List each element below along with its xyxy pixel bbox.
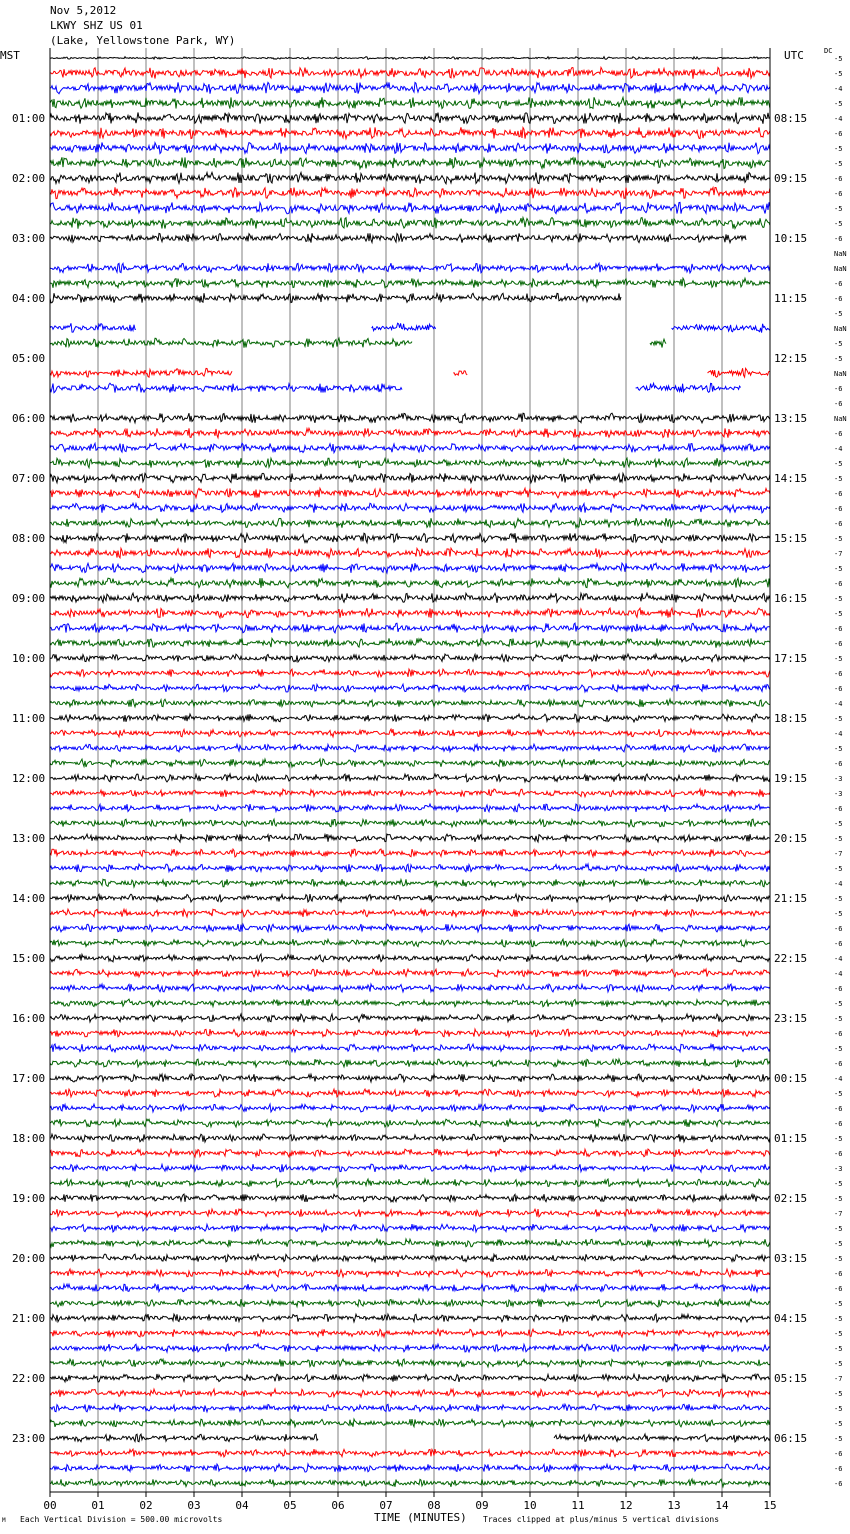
chart-date: Nov 5,2012	[50, 4, 117, 17]
trace-line-86-seg-0	[50, 1344, 770, 1352]
trace-line-90-seg-0	[50, 1404, 770, 1412]
trace-line-91-seg-0	[50, 1419, 770, 1427]
trace-line-5-seg-0	[50, 127, 770, 138]
trace-line-46-seg-0	[50, 744, 770, 752]
left-hour-label: 17:00	[12, 1072, 46, 1085]
axis-labels	[12, 55, 847, 1512]
trace-value-label: -5	[834, 1090, 843, 1098]
trace-value-label: -5	[834, 1315, 843, 1323]
trace-value-label: -5	[834, 310, 843, 318]
trace-value-label: -5	[834, 70, 843, 78]
trace-line-41-seg-0	[50, 669, 770, 677]
left-hour-label: 03:00	[12, 232, 46, 245]
trace-line-75-seg-0	[50, 1179, 770, 1187]
trace-line-48-seg-0	[50, 774, 770, 782]
left-hour-label: 11:00	[12, 712, 46, 725]
trace-value-label: -6	[834, 940, 843, 948]
left-hour-label: 16:00	[12, 1012, 46, 1025]
trace-line-89-seg-0	[50, 1389, 770, 1397]
x-tick-label-09: 09	[475, 1499, 489, 1512]
trace-value-label: -5	[834, 715, 843, 723]
trace-value-label: -4	[834, 1075, 843, 1083]
right-hour-label: 16:15	[774, 592, 808, 605]
right-hour-label: 22:15	[774, 952, 808, 965]
trace-line-12-seg-0	[50, 233, 746, 242]
trace-value-label: -5	[834, 565, 843, 573]
trace-line-18-seg-1	[372, 323, 436, 331]
trace-line-56-seg-0	[50, 894, 770, 902]
x-tick-label-00: 00	[43, 1499, 57, 1512]
trace-value-label: -5	[834, 1435, 843, 1443]
trace-line-81-seg-0	[50, 1269, 770, 1277]
trace-line-77-seg-0	[50, 1209, 770, 1217]
trace-line-22-seg-0	[50, 383, 402, 393]
trace-value-label: -5	[834, 1420, 843, 1428]
trace-line-61-seg-0	[50, 969, 770, 977]
trace-value-label: -5	[834, 1015, 843, 1023]
trace-line-87-seg-0	[50, 1359, 770, 1367]
trace-line-27-seg-0	[50, 458, 770, 468]
trace-value-label: -6	[834, 685, 843, 693]
trace-line-18-seg-0	[50, 323, 136, 332]
trace-value-label: -5	[834, 655, 843, 663]
trace-line-11-seg-0	[50, 218, 770, 229]
trace-line-73-seg-0	[50, 1149, 770, 1157]
trace-value-label: -4	[834, 880, 843, 888]
trace-value-label: -7	[834, 1210, 843, 1218]
trace-line-78-seg-0	[50, 1224, 770, 1232]
trace-line-69-seg-0	[50, 1089, 770, 1097]
trace-value-label: -5	[834, 1360, 843, 1368]
right-hour-label: 05:15	[774, 1372, 808, 1385]
trace-value-label: -6	[834, 985, 843, 993]
trace-value-label: NaN	[834, 325, 847, 333]
trace-value-label: -6	[834, 760, 843, 768]
trace-value-label: -6	[834, 625, 843, 633]
left-hour-label: 08:00	[12, 532, 46, 545]
trace-value-label: -5	[834, 1300, 843, 1308]
left-hour-label: 18:00	[12, 1132, 46, 1145]
trace-line-72-seg-0	[50, 1134, 770, 1142]
corner-mark: M	[2, 1517, 6, 1524]
station-location: (Lake, Yellowstone Park, WY)	[50, 34, 236, 47]
trace-line-44-seg-0	[50, 714, 770, 722]
right-axis-title: UTC	[784, 49, 804, 62]
trace-value-label: -5	[834, 1330, 843, 1338]
trace-line-19-seg-1	[650, 339, 666, 347]
trace-line-16-seg-0	[50, 293, 621, 303]
trace-line-25-seg-0	[50, 428, 770, 437]
trace-line-39-seg-0	[50, 638, 770, 647]
trace-value-label: -4	[834, 700, 843, 708]
trace-value-label: -5	[834, 1135, 843, 1143]
x-tick-label-03: 03	[187, 1499, 201, 1512]
trace-value-label: -5	[834, 205, 843, 213]
right-hour-label: 01:15	[774, 1132, 808, 1145]
left-hour-label: 06:00	[12, 412, 46, 425]
trace-value-label: -5	[834, 865, 843, 873]
trace-line-3-seg-0	[50, 97, 770, 108]
trace-value-label: -6	[834, 805, 843, 813]
x-tick-label-04: 04	[235, 1499, 249, 1512]
trace-value-label: -5	[834, 145, 843, 153]
trace-line-88-seg-0	[50, 1374, 770, 1382]
right-hour-label: 02:15	[774, 1192, 808, 1205]
trace-value-label: -6	[834, 175, 843, 183]
trace-line-71-seg-0	[50, 1119, 770, 1127]
trace-line-92-seg-1	[554, 1434, 770, 1442]
right-hour-label: 10:15	[774, 232, 808, 245]
x-tick-label-15: 15	[763, 1499, 777, 1512]
trace-line-49-seg-0	[50, 789, 770, 797]
left-hour-label: 07:00	[12, 472, 46, 485]
trace-value-label: -5	[834, 1240, 843, 1248]
trace-value-label: -6	[834, 190, 843, 198]
trace-line-21-seg-2	[708, 368, 770, 377]
trace-value-label: -5	[834, 1390, 843, 1398]
trace-line-40-seg-0	[50, 654, 770, 662]
right-hour-label: 12:15	[774, 352, 808, 365]
trace-line-92-seg-0	[50, 1434, 318, 1442]
trace-value-label: -6	[834, 1120, 843, 1128]
trace-line-22-seg-1	[636, 383, 741, 392]
right-hour-label: 13:15	[774, 412, 808, 425]
trace-line-33-seg-0	[50, 548, 770, 558]
left-hour-label: 10:00	[12, 652, 46, 665]
x-axis-title: TIME (MINUTES)	[374, 1511, 467, 1524]
trace-line-65-seg-0	[50, 1029, 770, 1037]
trace-value-label: -6	[834, 235, 843, 243]
right-hour-label: 20:15	[774, 832, 808, 845]
trace-line-76-seg-0	[50, 1194, 770, 1202]
x-tick-label-12: 12	[619, 1499, 633, 1512]
trace-value-label: -6	[834, 640, 843, 648]
trace-value-label: -5	[834, 1180, 843, 1188]
trace-value-label: -6	[834, 400, 843, 408]
trace-line-79-seg-0	[50, 1239, 770, 1247]
left-hour-label: 14:00	[12, 892, 46, 905]
right-hour-label: 04:15	[774, 1312, 808, 1325]
minute-gridlines	[50, 48, 770, 1492]
trace-value-label: -4	[834, 445, 843, 453]
trace-value-label: -6	[834, 1480, 843, 1488]
trace-value-label: NaN	[834, 250, 847, 258]
x-tick-label-06: 06	[331, 1499, 345, 1512]
trace-line-70-seg-0	[50, 1104, 770, 1112]
trace-value-label: -4	[834, 955, 843, 963]
left-hour-label: 12:00	[12, 772, 46, 785]
trace-line-68-seg-0	[50, 1074, 770, 1082]
trace-line-94-seg-0	[50, 1464, 770, 1472]
trace-line-47-seg-0	[50, 759, 770, 767]
trace-line-57-seg-0	[50, 909, 770, 917]
left-hour-label: 01:00	[12, 112, 46, 125]
trace-line-30-seg-0	[50, 503, 770, 513]
trace-value-label: -7	[834, 550, 843, 558]
trace-value-label: -5	[834, 340, 843, 348]
trace-line-66-seg-0	[50, 1044, 770, 1052]
trace-line-53-seg-0	[50, 849, 770, 857]
left-hour-label: 20:00	[12, 1252, 46, 1265]
station-code: LKWY SHZ US 01	[50, 19, 143, 32]
dc-label: DC	[824, 47, 833, 55]
trace-value-label: NaN	[834, 370, 847, 378]
seismic-traces	[50, 57, 770, 1487]
left-hour-label: 09:00	[12, 592, 46, 605]
trace-value-label: NaN	[834, 415, 847, 423]
trace-value-label: -7	[834, 1375, 843, 1383]
trace-value-label: -5	[834, 610, 843, 618]
trace-line-54-seg-0	[50, 864, 770, 872]
right-hour-label: 00:15	[774, 1072, 808, 1085]
trace-value-label: -6	[834, 1465, 843, 1473]
trace-value-label: -5	[834, 745, 843, 753]
trace-value-label: -6	[834, 130, 843, 138]
trace-line-15-seg-0	[50, 278, 770, 288]
trace-value-label: -6	[834, 1270, 843, 1278]
right-hour-label: 19:15	[774, 772, 808, 785]
trace-line-43-seg-0	[50, 699, 770, 707]
trace-value-label: -5	[834, 160, 843, 168]
trace-line-83-seg-0	[50, 1299, 770, 1307]
trace-value-label: -5	[834, 220, 843, 228]
left-axis-title: MST	[0, 49, 20, 62]
trace-value-label: -6	[834, 505, 843, 513]
plot-frame	[50, 48, 770, 1497]
trace-line-93-seg-0	[50, 1449, 770, 1457]
trace-value-label: -6	[834, 295, 843, 303]
trace-line-85-seg-0	[50, 1329, 770, 1337]
trace-line-6-seg-0	[50, 143, 770, 154]
trace-value-label: -5	[834, 1255, 843, 1263]
trace-line-28-seg-0	[50, 473, 770, 482]
trace-line-64-seg-0	[50, 1014, 770, 1022]
right-hour-label: 06:15	[774, 1432, 808, 1445]
trace-value-label: -5	[834, 475, 843, 483]
left-hour-label: 19:00	[12, 1192, 46, 1205]
trace-value-label: -6	[834, 520, 843, 528]
x-tick-label-05: 05	[283, 1499, 297, 1512]
trace-line-18-seg-2	[672, 324, 770, 333]
left-hour-label: 15:00	[12, 952, 46, 965]
trace-line-36-seg-0	[50, 593, 770, 603]
clip-note: Traces clipped at plus/minus 5 vertical divisions	[483, 1515, 720, 1524]
x-tick-label-02: 02	[139, 1499, 153, 1512]
trace-line-8-seg-0	[50, 172, 770, 183]
trace-line-58-seg-0	[50, 924, 770, 932]
right-hour-label: 21:15	[774, 892, 808, 905]
trace-value-label: -6	[834, 1450, 843, 1458]
trace-line-55-seg-0	[50, 879, 770, 887]
trace-value-label: -3	[834, 790, 843, 798]
trace-line-67-seg-0	[50, 1059, 770, 1067]
trace-value-label: -6	[834, 580, 843, 588]
x-tick-label-07: 07	[379, 1499, 393, 1512]
trace-line-52-seg-0	[50, 834, 770, 842]
trace-line-35-seg-0	[50, 578, 770, 588]
right-hour-label: 09:15	[774, 172, 808, 185]
left-hour-label: 04:00	[12, 292, 46, 305]
x-tick-label-13: 13	[667, 1499, 681, 1512]
trace-line-32-seg-0	[50, 533, 770, 543]
trace-value-label: -6	[834, 385, 843, 393]
trace-value-label: -6	[834, 490, 843, 498]
trace-line-37-seg-0	[50, 608, 770, 618]
trace-value-label: -5	[834, 910, 843, 918]
trace-line-42-seg-0	[50, 684, 770, 692]
trace-value-label: -6	[834, 1150, 843, 1158]
left-hour-label: 23:00	[12, 1432, 46, 1445]
right-hour-label: 17:15	[774, 652, 808, 665]
right-hour-label: 18:15	[774, 712, 808, 725]
trace-value-label: -4	[834, 730, 843, 738]
trace-value-label: -5	[834, 1045, 843, 1053]
trace-line-82-seg-0	[50, 1284, 770, 1292]
right-hour-label: 15:15	[774, 532, 808, 545]
trace-value-label: -7	[834, 850, 843, 858]
trace-value-label: -5	[834, 835, 843, 843]
trace-line-24-seg-0	[50, 413, 770, 423]
trace-value-label: -6	[834, 1030, 843, 1038]
trace-value-label: -5	[834, 895, 843, 903]
scale-note: Each Vertical Division = 500.00 microvolts	[20, 1515, 223, 1524]
trace-line-62-seg-0	[50, 984, 770, 992]
trace-line-21-seg-0	[50, 368, 232, 377]
trace-line-51-seg-0	[50, 819, 770, 827]
right-hour-label: 03:15	[774, 1252, 808, 1265]
trace-value-label: -5	[834, 1405, 843, 1413]
right-hour-label: 14:15	[774, 472, 808, 485]
trace-line-14-seg-0	[50, 263, 770, 273]
trace-value-label: -4	[834, 85, 843, 93]
trace-value-label: -6	[834, 430, 843, 438]
trace-line-31-seg-0	[50, 518, 770, 528]
trace-value-label: -6	[834, 1105, 843, 1113]
x-tick-label-01: 01	[91, 1499, 105, 1512]
left-hour-label: 13:00	[12, 832, 46, 845]
trace-value-label: -6	[834, 1060, 843, 1068]
trace-value-label: -5	[834, 535, 843, 543]
trace-value-label: -5	[834, 355, 843, 363]
trace-line-29-seg-0	[50, 488, 770, 498]
trace-value-label: -3	[834, 775, 843, 783]
left-hour-label: 21:00	[12, 1312, 46, 1325]
right-hour-label: 23:15	[774, 1012, 808, 1025]
trace-line-60-seg-0	[50, 954, 770, 962]
x-tick-label-08: 08	[427, 1499, 441, 1512]
trace-value-label: -5	[834, 1000, 843, 1008]
trace-line-80-seg-0	[50, 1254, 770, 1262]
trace-value-label: -4	[834, 115, 843, 123]
trace-value-label: -4	[834, 970, 843, 978]
trace-value-label: -6	[834, 1285, 843, 1293]
right-hour-label: 11:15	[774, 292, 808, 305]
trace-line-19-seg-0	[50, 338, 412, 348]
trace-value-label: -6	[834, 280, 843, 288]
x-tick-label-10: 10	[523, 1499, 537, 1512]
trace-line-9-seg-0	[50, 187, 770, 198]
trace-value-label: -5	[834, 595, 843, 603]
trace-line-45-seg-0	[50, 729, 770, 737]
trace-line-7-seg-0	[50, 157, 770, 168]
x-tick-label-14: 14	[715, 1499, 729, 1512]
trace-line-38-seg-0	[50, 623, 770, 633]
trace-line-4-seg-0	[50, 113, 770, 124]
trace-line-50-seg-0	[50, 804, 770, 812]
trace-value-label: -5	[834, 1195, 843, 1203]
trace-value-label: -5	[834, 460, 843, 468]
left-hour-label: 05:00	[12, 352, 46, 365]
trace-line-34-seg-0	[50, 563, 770, 573]
trace-line-63-seg-0	[50, 999, 770, 1007]
left-hour-label: 22:00	[12, 1372, 46, 1385]
trace-line-95-seg-0	[50, 1479, 770, 1487]
trace-line-59-seg-0	[50, 939, 770, 947]
trace-line-26-seg-0	[50, 443, 770, 452]
trace-value-label: -5	[834, 1225, 843, 1233]
trace-value-label: -5	[834, 55, 843, 63]
trace-line-74-seg-0	[50, 1164, 770, 1172]
trace-value-label: -6	[834, 670, 843, 678]
trace-value-label: -5	[834, 820, 843, 828]
right-hour-label: 08:15	[774, 112, 808, 125]
trace-value-label: -5	[834, 1345, 843, 1353]
trace-line-21-seg-1	[453, 371, 467, 375]
trace-line-1-seg-0	[50, 67, 770, 78]
trace-value-label: -3	[834, 1165, 843, 1173]
trace-line-0-seg-0	[50, 57, 770, 60]
left-hour-label: 02:00	[12, 172, 46, 185]
x-tick-label-11: 11	[571, 1499, 585, 1512]
trace-value-label: -6	[834, 925, 843, 933]
trace-line-10-seg-0	[50, 202, 770, 213]
trace-value-label: NaN	[834, 265, 847, 273]
trace-value-label: -5	[834, 100, 843, 108]
trace-line-84-seg-0	[50, 1314, 770, 1322]
trace-line-2-seg-0	[50, 82, 770, 93]
